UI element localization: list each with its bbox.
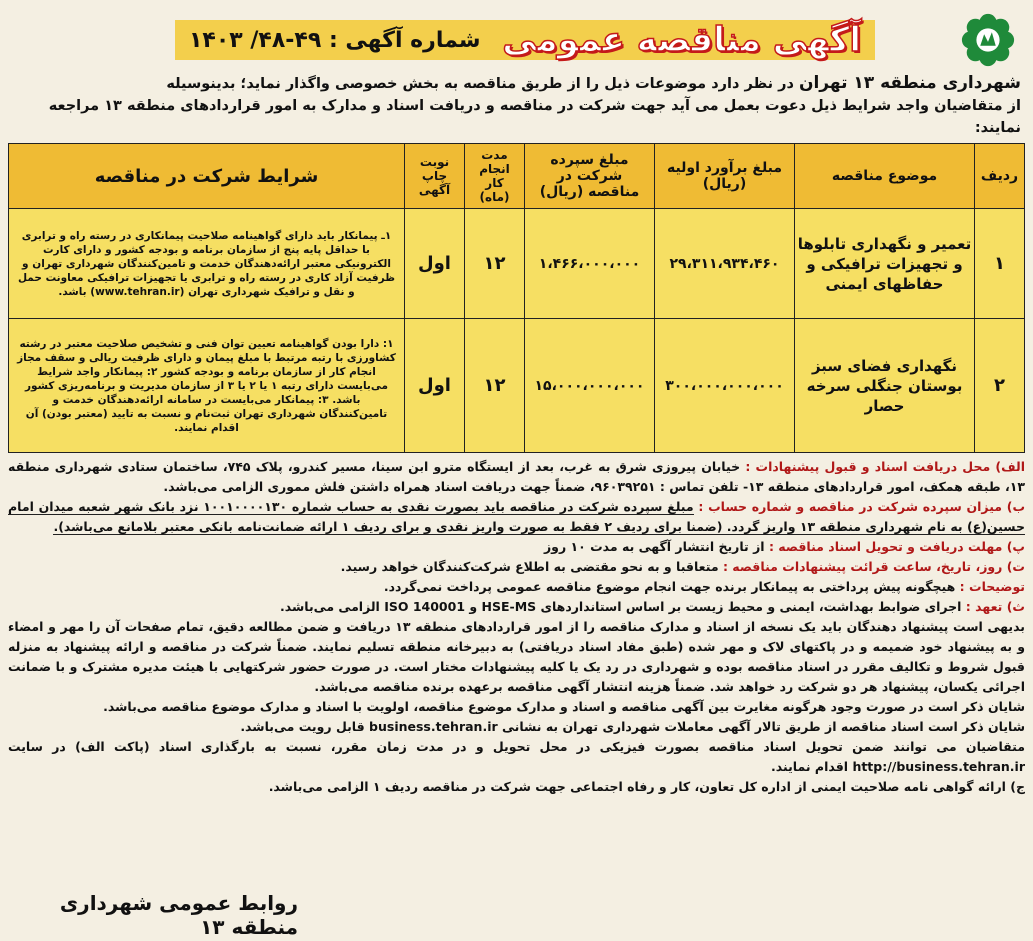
table-header-row (9, 144, 1025, 209)
col-deposit: مبلغ سپرده شرکت در مناقصه (ریال) (525, 144, 655, 209)
row-estimate: ۲۹،۳۱۱،۹۳۴،۴۶۰ (655, 209, 795, 319)
col-print: نوبت چاپ آگهی (405, 144, 465, 209)
col-duration: مدت انجام کار (ماه) (465, 144, 525, 209)
section-a-text: خیابان پیروزی شرق به غرب، بعد از ایستگاه مترو ابن سینا، مسیر کندرو، پلاک ۷۴۵، ساختمان ستادی شهرداری منطقه ۱۳، طبقه همکف، امور قراردادهای منطقه ۱۳- تلفن تماس : ۹۶۰۳۹۲۵۱، ضمناً جهت دریافت اسناد همراه داشتن فلش مموری الزامی می‌باشد. (8, 459, 1025, 494)
tender-table (8, 143, 1025, 453)
section-b-label: ب) میزان سپرده شرکت در مناقصه و شماره حساب : (698, 499, 1026, 514)
col-subject: موضوع مناقصه (795, 144, 975, 209)
section-t (8, 557, 1025, 577)
notes-label: توضیحات : (959, 579, 1025, 594)
col-row: ردیف (975, 144, 1025, 209)
intro (8, 72, 1025, 139)
paragraph-1: بدیهی است پیشنهاد دهندگان باید یک نسخه از اسناد و مدارک مناقصه را از امور قراردادهای منطقه ۱۳ دریافت و ضمن مطالعه دقیق، تمام صفحات آن را مهر و امضاء و به پیشنهاد خود ضمیمه و در پاکتهای لاک و مهر شده (طبق مفاد اسناد دریافتی) به دبیرخانه منطقه تسلیم نمایند. ضمناً شرکت در مناقصه و ارائه پیشنهاد به منزله قبول شروط و تکالیف مقرر در اسناد مناقصه بوده و شهرداری در رد یک یا کلیه پیشنهادات مختار است. در صورت حضور شرکتهایی با هیئت مدیره مشترک و با ضمانت اجرائی یکسان، پیشنهاد هر دو شرکت رد خواهد شد. ضمناً هزینه انتشار آگهی مناقصه برعهده برنده مناقصه می‌باشد. (8, 619, 1026, 694)
row-deposit: ۱،۴۶۶،۰۰۰،۰۰۰ (525, 209, 655, 319)
row-subject: نگهداری فضای سبز بوستان جنگلی سرخه حصار (795, 319, 975, 453)
business-url-link[interactable]: http://business.tehran.ir (852, 759, 1025, 774)
section-th-label: ث) تعهد : (965, 599, 1025, 614)
row-print: اول (405, 209, 465, 319)
paragraph-2: شایان ذکر است در صورت وجود هرگونه مغایرت بین آگهی مناقصه و اسناد و مدارک موضوع مناقصه، اولویت با اسناد و مدارک موضوع مناقصه می‌باشد. (103, 699, 1025, 714)
section-p (8, 537, 1025, 557)
row-subject: تعمیر و نگهداری تابلوها و تجهیزات ترافیکی و حفاظهای ایمنی (795, 209, 975, 319)
section-a-label: الف) محل دریافت اسناد و قبول پیشنهادات : (745, 459, 1025, 474)
paragraph-4-end: اقدام نمایند. (771, 759, 849, 774)
section-b-text: مبلغ سپرده شرکت در مناقصه باید بصورت نقدی به حساب شماره ۱۰۰۱۰۰۰۰۱۳۰ نزد بانک شهر شعبه میدان امام حسین(ع) به نام شهرداری منطقه ۱۳ واریز گردد. (ضمنا برای ردیف ۲ فقط به صورت واریز نقدی و برای ردیف ۱ ارائه ضمانت‌نامه بانکی معتبر بلامانع می‌باشد). (8, 499, 1025, 534)
org-name: شهرداری منطقه ۱۳ تهران (798, 73, 1021, 93)
row-number: ۱ (975, 209, 1025, 319)
table-row (9, 209, 1025, 319)
section-j: ج) ارائه گواهی نامه صلاحیت ایمنی از اداره کل تعاون، کار و رفاه اجتماعی جهت شرکت در مناقصه ردیف ۱ الزامی می‌باشد. (268, 779, 1025, 794)
row-estimate: ۳۰۰،۰۰۰،۰۰۰،۰۰۰ (655, 319, 795, 453)
paragraph-3: شایان ذکر است اسناد مناقصه از طریق تالار آگهی معاملات شهرداری تهران به نشانی business.tehran.ir قابل رویت می‌باشد. (240, 719, 1025, 734)
section-p-label: پ) مهلت دریافت و تحویل اسناد مناقصه : (768, 539, 1025, 554)
paragraph-4 (8, 737, 1025, 777)
section-t-label: ت) روز، تاریخ، ساعت قرائت پیشنهادات مناقصه : (722, 559, 1025, 574)
tehran-municipality-logo-icon (959, 10, 1017, 70)
title-banner (175, 20, 875, 60)
section-th (8, 597, 1025, 617)
header (8, 6, 1025, 72)
col-estimate: مبلغ برآورد اولیه (ریال) (655, 144, 795, 209)
table-row (9, 319, 1025, 453)
notice-body (8, 457, 1025, 797)
section-p-text: از تاریخ انتشار آگهی به مدت ۱۰ روز (543, 539, 765, 554)
row-print: اول (405, 319, 465, 453)
intro-text-2: از متقاضیان واجد شرایط ذیل دعوت بعمل می آید جهت شرکت در مناقصه و دریافت اسناد و مدارک به امور قراردادهای منطقه ۱۳ مراجعه نمایند: (48, 98, 1021, 136)
row-duration: ۱۲ (465, 319, 525, 453)
row-conditions: ۱: دارا بودن گواهینامه تعیین توان فنی و تشخیص صلاحیت معتبر در رشته کشاورزی با رتبه مرتبط با مبلغ پیمان و دارای ظرفیت ریالی و سقف مجاز انجام کار از سازمان برنامه و بودجه کشور ۲: پیمانکار واجد شرایط می‌بایست دارای رتبه ۱ یا ۲ یا ۳ از سازمان مدیریت و برنامه‌ریزی کشور باشد. ۳: پیمانکار می‌بایست در سامانه ارائه‌دهندگان خدمت و تامین‌کنندگان شهرداری تهران ثبت‌نام و نسبت به تایید (معتبر بودن) آن اقدام نمایند. (9, 319, 405, 453)
paragraph-4-text: متقاضیان می توانند ضمن تحویل اسناد مناقصه بصورت فیزیکی در محل تحویل و در مدت زمان مقرر، نسبت به بارگذاری اسناد (پاکت الف) در سایت (8, 739, 1025, 754)
section-notes (8, 577, 1025, 597)
public-relations-footer: روابط عمومی شهرداری منطقه ۱۳ (59, 891, 298, 939)
row-number: ۲ (975, 319, 1025, 453)
section-b (8, 497, 1025, 537)
tender-notice (8, 6, 1026, 939)
notice-number: شماره آگهی : ۴۹-۴۸/ ۱۴۰۳ (189, 27, 481, 53)
notes-text: هیچگونه پیش پرداختی به پیمانکار برنده جهت انجام موضوع مناقصه عمومی پرداخت نمی‌گردد. (383, 579, 956, 594)
intro-text-1: در نظر دارد موضوعات ذیل را از طریق مناقصه به بخش خصوصی واگذار نماید؛ بدینوسیله (166, 76, 794, 92)
row-deposit: ۱۵،۰۰۰،۰۰۰،۰۰۰ (525, 319, 655, 453)
section-t-text: متعاقبا و به نحو مقتضی به اطلاع شرکت‌کنندگان خواهد رسید. (340, 559, 719, 574)
col-conditions: شرایط شرکت در مناقصه (9, 144, 405, 209)
row-duration: ۱۲ (465, 209, 525, 319)
row-conditions: ۱ـ پیمانکار باید دارای گواهینامه صلاحیت پیمانکاری در رسته راه و ترابری با حداقل پایه پنج از سازمان برنامه و بودجه کشور و دارای کارت الکترونیکی معتبر ارائه‌دهندگان خدمت و تامین‌کنندگان شهرداری تهران و ظرفیت آزاد کاری در رسته راه و ترابری یا تجهیزات ترافیکی معاونت حمل و نقل و ترافیک شهرداری تهران (www.tehran.ir) باشد. (9, 209, 405, 319)
section-a (8, 457, 1025, 497)
section-th-text: اجرای ضوابط بهداشت، ایمنی و محیط زیست بر اساس استانداردهای HSE-MS و ISO 140001 الزامی می‌باشد. (280, 599, 962, 614)
notice-title: آگهی مناقصه عمومی (502, 20, 861, 60)
